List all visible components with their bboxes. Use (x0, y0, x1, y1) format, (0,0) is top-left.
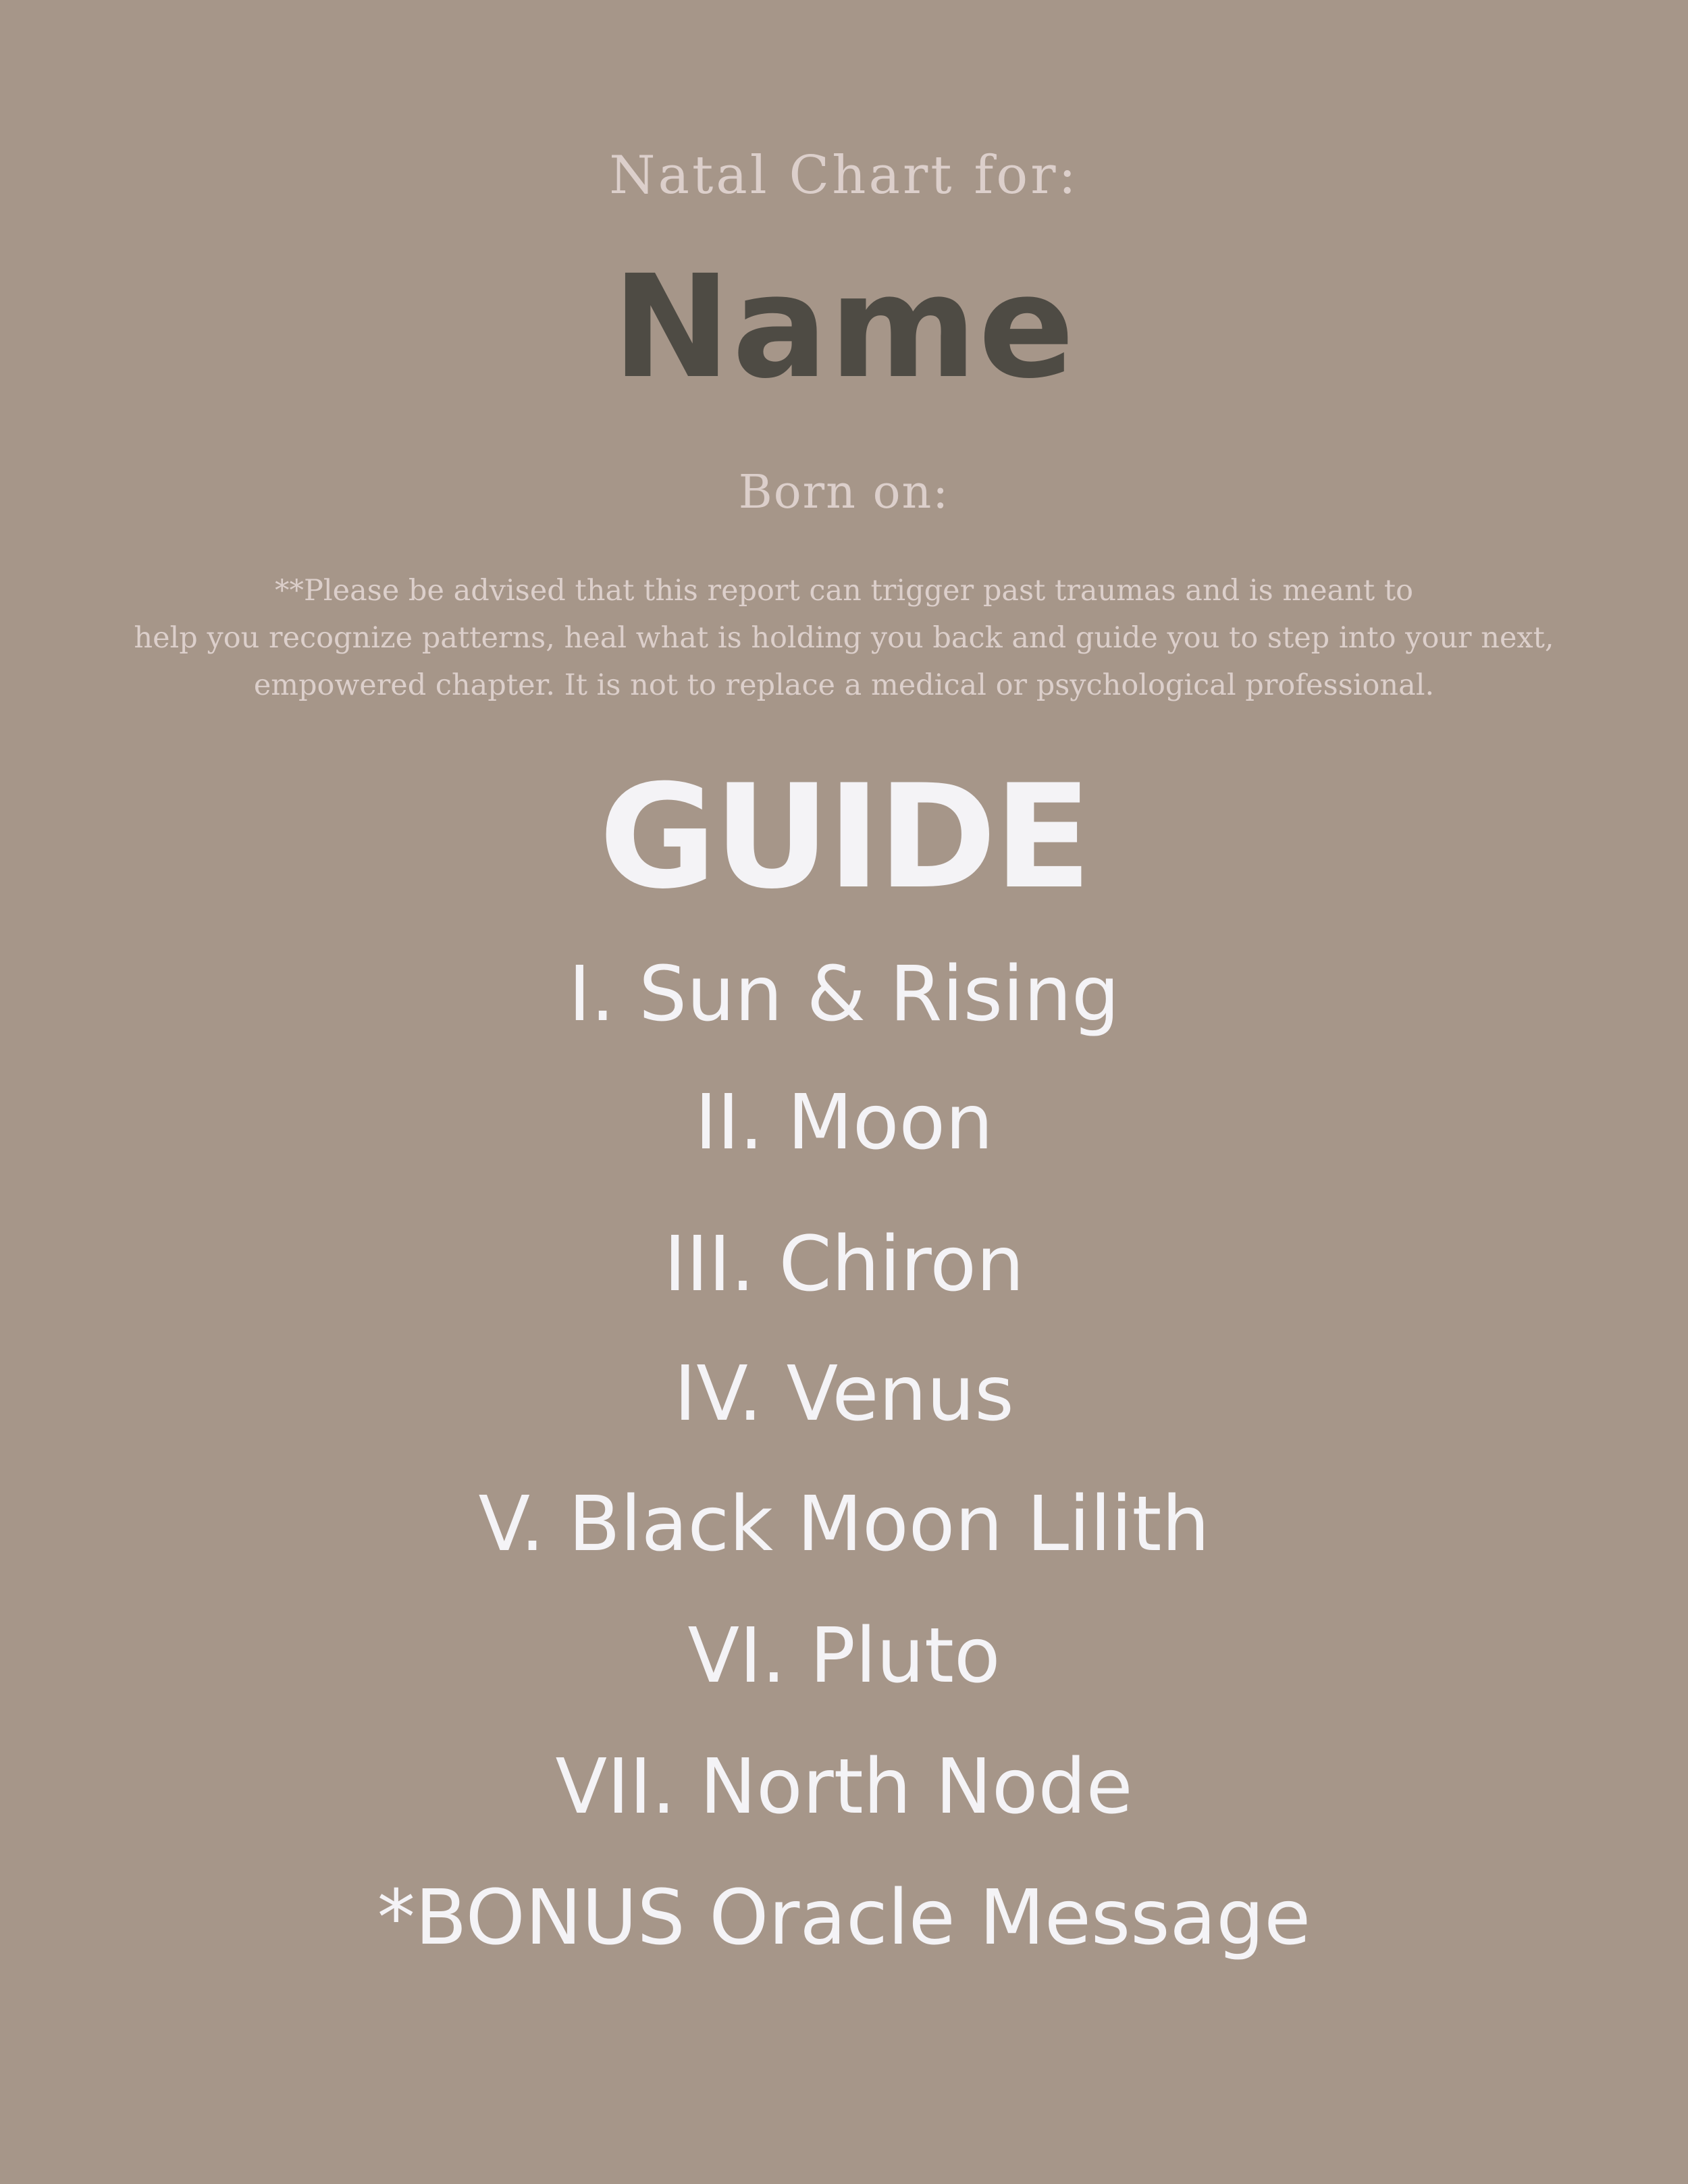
guide-item-pluto: VI. Pluto (687, 1612, 1001, 1700)
client-name: Name (612, 244, 1076, 410)
guide-item-sun-rising: I. Sun & Rising (568, 951, 1120, 1038)
disclaimer-line: empowered chapter. It is not to replace a medical or psychological professional. (253, 668, 1435, 702)
disclaimer-line: **Please be advised that this report can trigger past traumas and is meant to (274, 574, 1413, 608)
guide-item-moon: II. Moon (695, 1079, 993, 1167)
guide-item-black-moon-lilith: V. Black Moon Lilith (478, 1481, 1210, 1568)
guide-heading: GUIDE (599, 753, 1089, 920)
guide-item-venus: IV. Venus (674, 1350, 1014, 1438)
guide-item-chiron: III. Chiron (664, 1221, 1024, 1308)
born-on-label: Born on: (738, 466, 950, 519)
disclaimer-line: help you recognize patterns, heal what is holding you back and guide you to step into your next, (134, 621, 1554, 655)
guide-item-north-node: VII. North Node (555, 1743, 1133, 1831)
natal-chart-title: Natal Chart for: (609, 145, 1079, 206)
guide-item-bonus-oracle-message: *BONUS Oracle Message (377, 1874, 1311, 1962)
